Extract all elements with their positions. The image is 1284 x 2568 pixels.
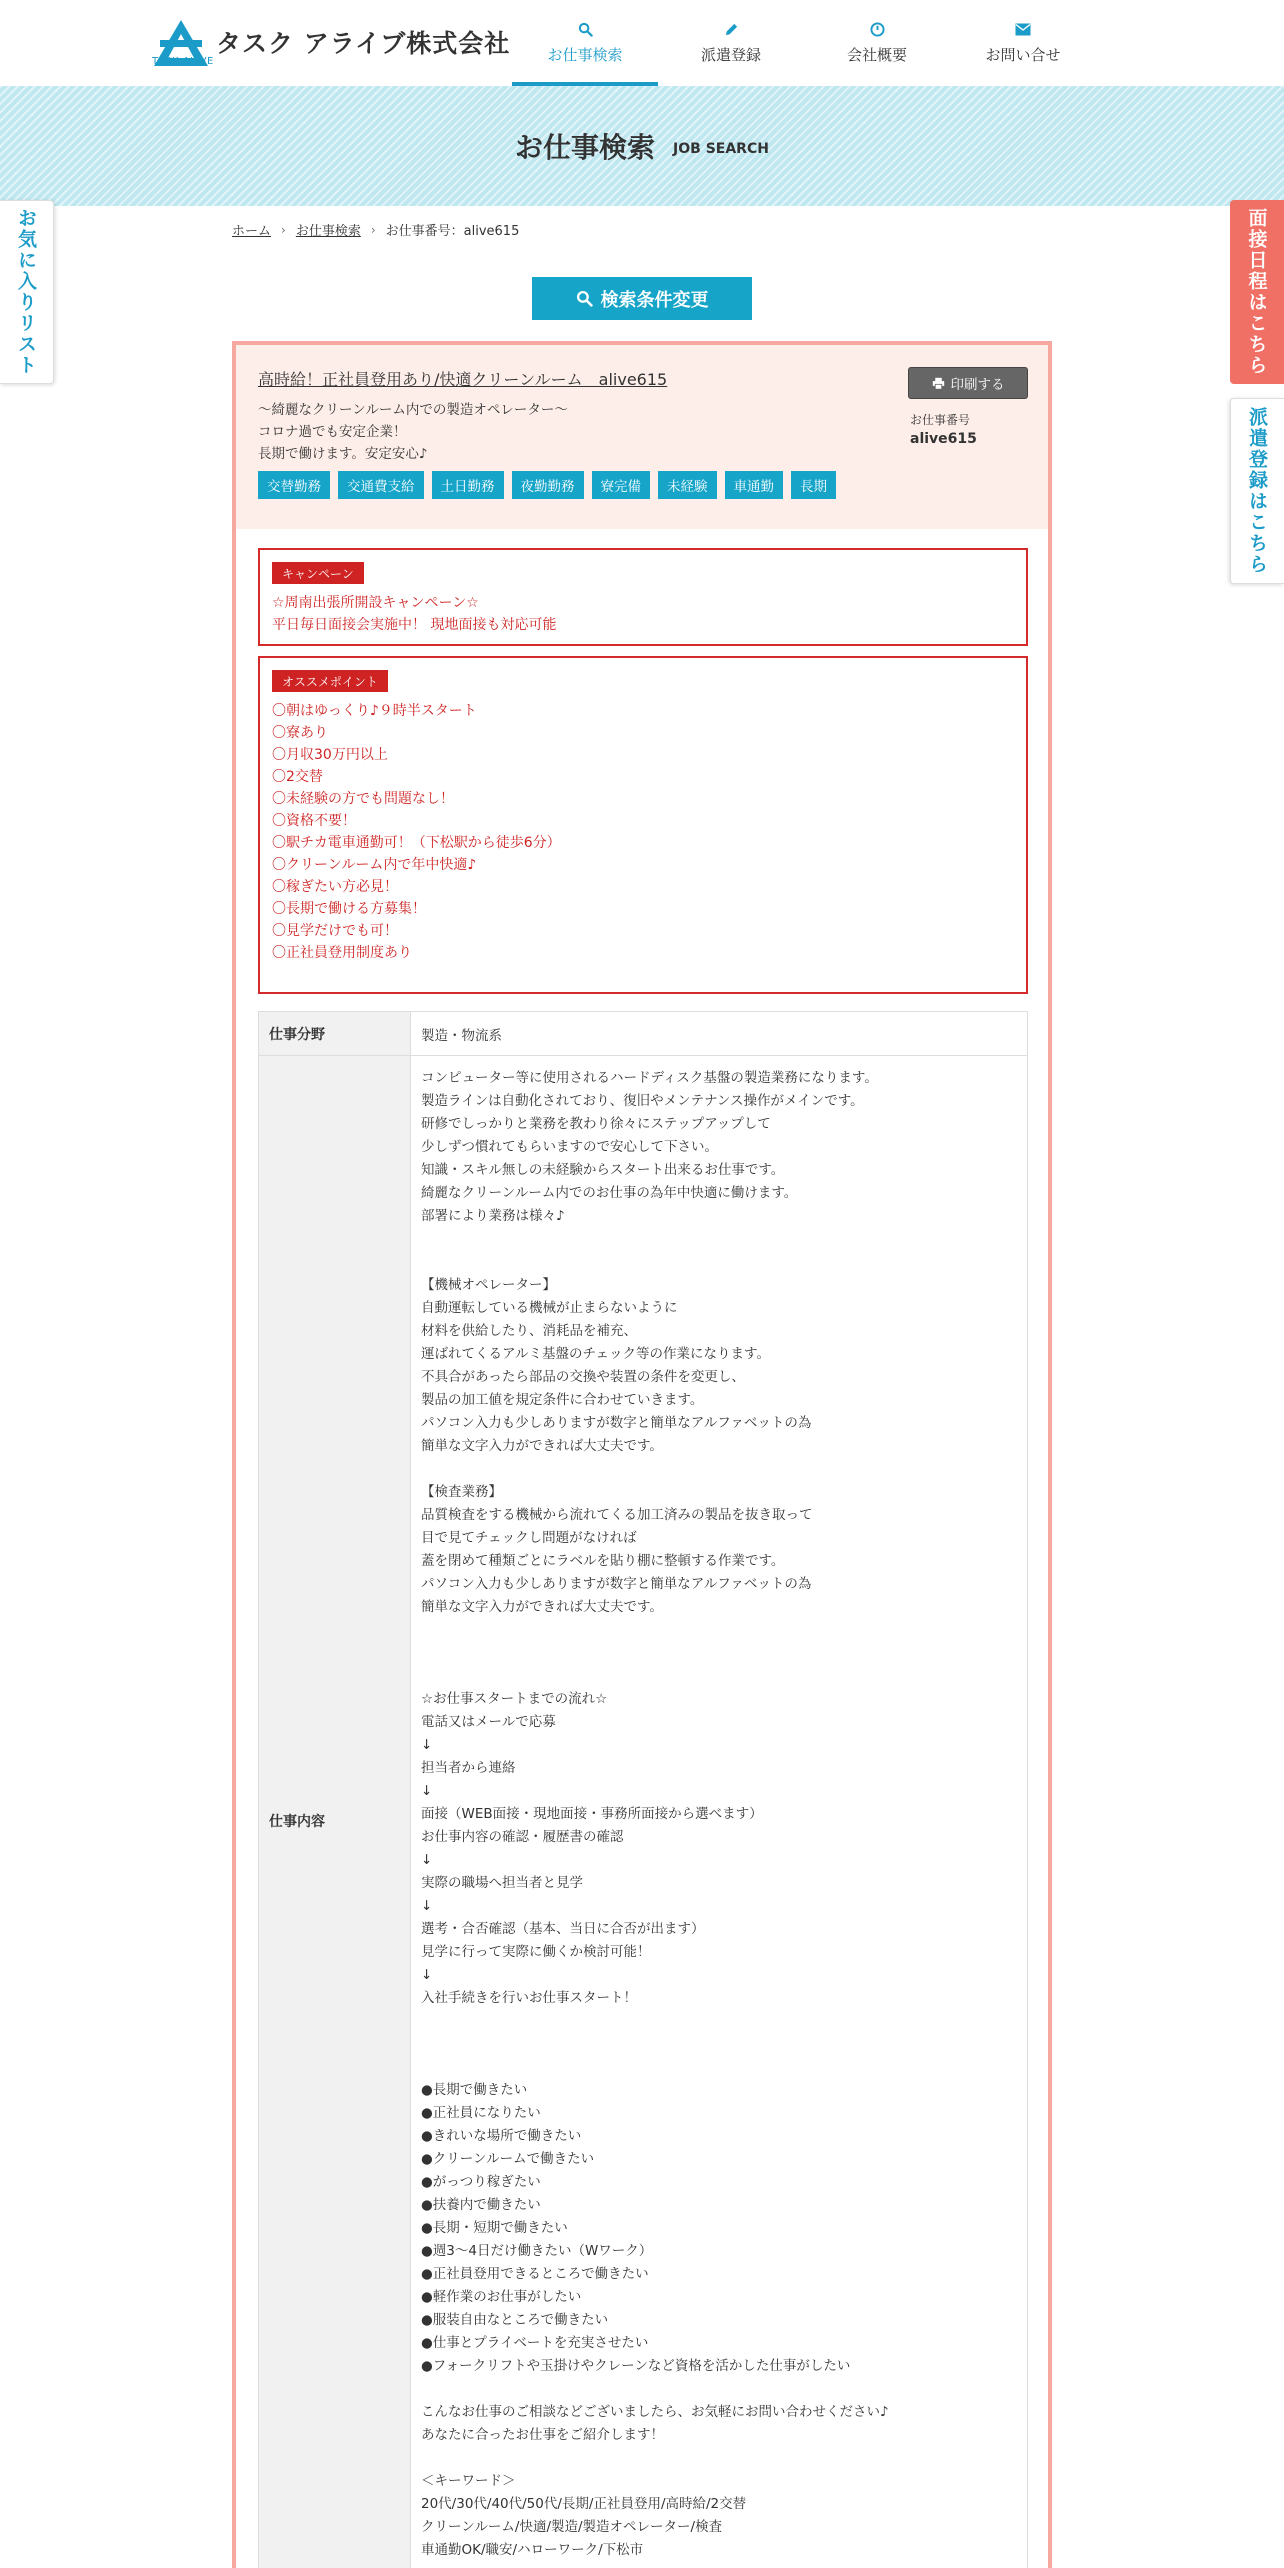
chevron-right-icon: › (370, 222, 376, 237)
nav-job-search[interactable] (512, 0, 658, 86)
job-tag: 交替勤務 (258, 471, 330, 499)
job-tag: 夜勤勤務 (512, 471, 584, 499)
job-content-line: ●フォークリフトや玉掛けやクレーンなど資格を活かした仕事がしたい (421, 2358, 851, 2374)
job-number-value: alive615 (910, 431, 977, 447)
job-content-line: 目で見てチェックし問題がなければ (421, 1530, 637, 1546)
job-content-line (421, 2033, 1017, 2056)
job-content-line: 研修でしっかりと業務を教わり徐々にステップアップして (421, 1116, 771, 1132)
job-content-line: 【検査業務】 (421, 1484, 502, 1500)
job-content-line: クリーンルーム/快適/製造/製造オペレーター/検査 (421, 2519, 723, 2535)
job-content-line: パソコン入力も少しありますが数字と簡単なアルファベットの為 (421, 1576, 812, 1592)
envelope-icon (1015, 22, 1031, 38)
change-search-label: 検索条件変更 (600, 289, 709, 311)
recommend-box (258, 656, 1028, 994)
campaign-label: キャンペーン (272, 562, 364, 584)
favorites-list-label: お気に入りリスト (15, 208, 37, 376)
job-content-line (421, 1228, 1017, 1251)
job-content-line: 知識・スキル無しの未経験からスタート出来るお仕事です。 (421, 1162, 785, 1178)
breadcrumb (232, 220, 519, 239)
job-content-line: ●扶養内で働きたい (421, 2197, 541, 2213)
recommend-point: 〇正社員登用制度あり (272, 945, 412, 961)
pencil-icon (724, 22, 739, 38)
job-content-line: ☆お仕事スタートまでの流れ☆ (421, 1691, 608, 1707)
recommend-point: 〇資格不要！ (272, 813, 356, 829)
job-content-line: 自動運転している機械が止まらないように (421, 1300, 678, 1316)
job-description-line: 長期で働けます。安定安心♪ (258, 446, 428, 462)
job-content-line (421, 1458, 1017, 1481)
job-content-line: 入社手続きを行いお仕事スタート！ (421, 1990, 637, 2006)
change-search-button[interactable] (532, 277, 752, 320)
job-content-line: 選考・合否確認（基本、当日に合否が出ます） (421, 1921, 705, 1937)
job-content-line: 蓋を閉めて種類ごとにラベルを貼り棚に整頓する作業です。 (421, 1553, 785, 1569)
job-content-line: ●きれいな場所で働きたい (421, 2128, 582, 2144)
campaign-box (258, 548, 1028, 646)
page-subtitle: JOB SEARCH (673, 141, 769, 157)
main-nav (512, 0, 1096, 86)
job-content-line (421, 2378, 1017, 2401)
job-content-line: 簡単な文字入力ができれば大丈夫です。 (421, 1599, 663, 1615)
job-content-line: 運ばれてくるアルミ基盤のチェック等の作業になります。 (421, 1346, 770, 1362)
job-content-line: 綺麗なクリーンルーム内でのお仕事の為年中快適に働けます。 (421, 1185, 798, 1201)
job-content-line: ●長期で働きたい (421, 2082, 528, 2098)
job-content-line: ＜キーワード＞ (421, 2473, 516, 2489)
job-content-line: ↓ (421, 1737, 433, 1753)
job-content-line: 品質検査をする機械から流れてくる加工済みの製品を抜き取って (421, 1507, 813, 1523)
search-icon (578, 22, 593, 38)
registration-label: 派遣登録はこちら (1246, 407, 1268, 575)
job-content-cell (411, 1056, 1027, 2568)
page-title: お仕事検索 (515, 131, 656, 164)
job-tag: 交通費支給 (338, 471, 424, 499)
logo-text: タスク アライブ株式会社 (216, 29, 511, 58)
job-content-line: 材料を供給したり、消耗品を補充、 (421, 1323, 637, 1339)
job-tag: 寮完備 (592, 471, 651, 499)
job-content-line (421, 1619, 1017, 1642)
recommend-point: 〇駅チカ電車通勤可！（下松駅から徒歩6分） (272, 835, 561, 851)
job-card (232, 341, 1052, 2568)
job-content-line: 製品の加工値を規定条件に合わせていきます。 (421, 1392, 704, 1408)
job-content-line (421, 2010, 1017, 2033)
search-icon (576, 290, 593, 307)
job-content-line: ↓ (421, 1898, 433, 1914)
recommend-point: 〇2交替 (272, 769, 323, 785)
recommend-point: 〇長期で働ける方募集！ (272, 901, 426, 917)
job-content-line (421, 1642, 1017, 1665)
job-content-line: 少しずつ慣れてもらいますので安心して下さい。 (421, 1139, 718, 1155)
job-content-line (421, 2056, 1017, 2079)
job-content-line (421, 2447, 1017, 2470)
recommend-point: 〇クリーンルーム内で年中快適♪ (272, 857, 477, 873)
job-description-line: コロナ過でも安定企業！ (258, 424, 407, 440)
job-content-line: 車通勤OK/職安/ハローワーク/下松市 (421, 2542, 644, 2558)
job-content-line: ●正社員登用できるところで働きたい (421, 2266, 649, 2282)
nav-contact[interactable] (950, 0, 1096, 86)
job-content-line: 担当者から連絡 (421, 1760, 516, 1776)
interview-schedule-label: 面接日程はこちら (1245, 208, 1268, 376)
job-number-label: お仕事番号 (910, 413, 971, 427)
job-content-line: 不具合があったら部品の交換や装置の条件を変更し、 (421, 1369, 745, 1385)
job-info-table (258, 1011, 1028, 2568)
job-content-line: 電話又はメールで応募 (421, 1714, 556, 1730)
table-header-cell: 仕事内容 (259, 1056, 411, 2568)
breadcrumb-current: お仕事番号：alive615 (385, 224, 520, 239)
job-content-line: ↓ (421, 1967, 433, 1983)
job-content-line: 見学に行って実際に働くか検討可能！ (421, 1944, 651, 1960)
job-content-line: ↓ (421, 1783, 433, 1799)
job-content-line: ●仕事とプライベートを充実させたい (421, 2335, 649, 2351)
table-row (259, 1056, 1027, 2568)
job-content-line: ↓ (421, 1852, 433, 1868)
campaign-line: 平日毎日面接会実施中！ 現地面接も対応可能 (272, 617, 557, 633)
interview-schedule-tab[interactable] (1230, 200, 1284, 384)
registration-tab[interactable] (1230, 398, 1284, 584)
printer-icon (932, 377, 945, 390)
campaign-line: ☆周南出張所開設キャンペーン☆ (272, 595, 479, 611)
job-content-line: ●正社員になりたい (421, 2105, 541, 2121)
recommend-point: 〇稼ぎたい方必見！ (272, 879, 398, 895)
job-content-line (421, 1665, 1017, 1688)
job-content-line: あなたに合ったお仕事をご紹介します！ (421, 2427, 664, 2443)
job-content-line: 簡単な文字入力ができれば大丈夫です。 (421, 1438, 663, 1454)
print-label: 印刷する (950, 377, 1005, 393)
nav-label: お仕事検索 (547, 45, 623, 64)
recommend-point: 〇未経験の方でも問題なし！ (272, 791, 454, 807)
recommend-label: オススメポイント (272, 670, 388, 692)
job-content-line: 【機械オペレーター】 (421, 1277, 556, 1293)
job-content-line: コンピューター等に使用されるハードディスク基盤の製造業務になります。 (421, 1070, 878, 1086)
table-value-cell: 製造・物流系 (421, 1027, 502, 1044)
job-content-line: ●服装自由なところで働きたい (421, 2312, 609, 2328)
breadcrumb-home[interactable]: ホーム (232, 224, 272, 239)
job-content-line: 製造ラインは自動化されており、復旧やメンテナンス操作がメインです。 (421, 1093, 864, 1109)
site-logo[interactable] (152, 18, 511, 70)
nav-company[interactable] (804, 0, 950, 86)
job-content-line: ●週3～4日だけ働きたい（Wワーク） (421, 2243, 653, 2259)
recommend-point: 〇月収30万円以上 (272, 747, 388, 763)
job-tag: 車通勤 (725, 471, 784, 499)
chevron-right-icon: › (281, 222, 286, 237)
job-content-line: パソコン入力も少しありますが数字と簡単なアルファベットの為 (421, 1415, 812, 1431)
job-content-line: ●がっつり稼ぎたい (421, 2174, 541, 2190)
breadcrumb-job-search[interactable]: お仕事検索 (295, 224, 361, 239)
favorites-list-tab[interactable] (0, 200, 54, 384)
campaign-text (272, 592, 556, 636)
page-banner (0, 86, 1284, 206)
job-content-line: 面接（WEB面接・現地面接・事務所面接から選べます） (421, 1806, 763, 1822)
job-content-line: ●軽作業のお仕事がしたい (421, 2289, 582, 2305)
clock-icon (870, 22, 885, 38)
job-content-line: 部署により業務は様々♪ (421, 1208, 565, 1224)
job-tag: 土日勤務 (432, 471, 504, 499)
recommend-point: 〇寮あり (272, 725, 328, 741)
table-row (259, 1012, 1027, 1056)
job-tag: 未経験 (658, 471, 717, 499)
recommend-points (272, 700, 561, 964)
job-content-line: こんなお仕事のご相談などございましたら、お気軽にお問い合わせください♪ (421, 2404, 889, 2420)
nav-label: お問い合せ (985, 45, 1061, 64)
nav-label: 会社概要 (846, 45, 907, 64)
job-content-line: ●クリーンルームで働きたい (421, 2151, 595, 2167)
job-tags (258, 471, 844, 499)
job-content-line: 20代/30代/40代/50代/長期/正社員登用/高時給/2交替 (421, 2496, 747, 2512)
nav-label: 派遣登録 (700, 45, 761, 64)
job-tag: 長期 (791, 471, 836, 499)
job-content-line: 実際の職場へ担当者と見学 (421, 1875, 583, 1891)
job-description-line: ～綺麗なクリーンルーム内での製造オペレーター～ (258, 402, 568, 418)
print-button[interactable] (908, 367, 1028, 399)
nav-registration[interactable] (658, 0, 804, 86)
recommend-point: 〇朝はゆっくり♪９時半スタート (272, 703, 477, 719)
site-header (0, 0, 1284, 86)
job-content-line: お仕事内容の確認・履歴書の確認 (421, 1829, 624, 1845)
job-content-line (421, 1251, 1017, 1274)
table-header-cell: 仕事分野 (259, 1012, 411, 1055)
job-title-link[interactable]: 高時給！正社員登用あり/快適クリーンルーム alive615 (258, 370, 668, 389)
job-card-header (236, 345, 1048, 529)
logo-sub-text: TASK ALIVE (152, 56, 214, 67)
job-description (258, 399, 568, 465)
recommend-point: 〇見学だけでも可！ (272, 923, 398, 939)
job-content-line: ●長期・短期で働きたい (421, 2220, 568, 2236)
